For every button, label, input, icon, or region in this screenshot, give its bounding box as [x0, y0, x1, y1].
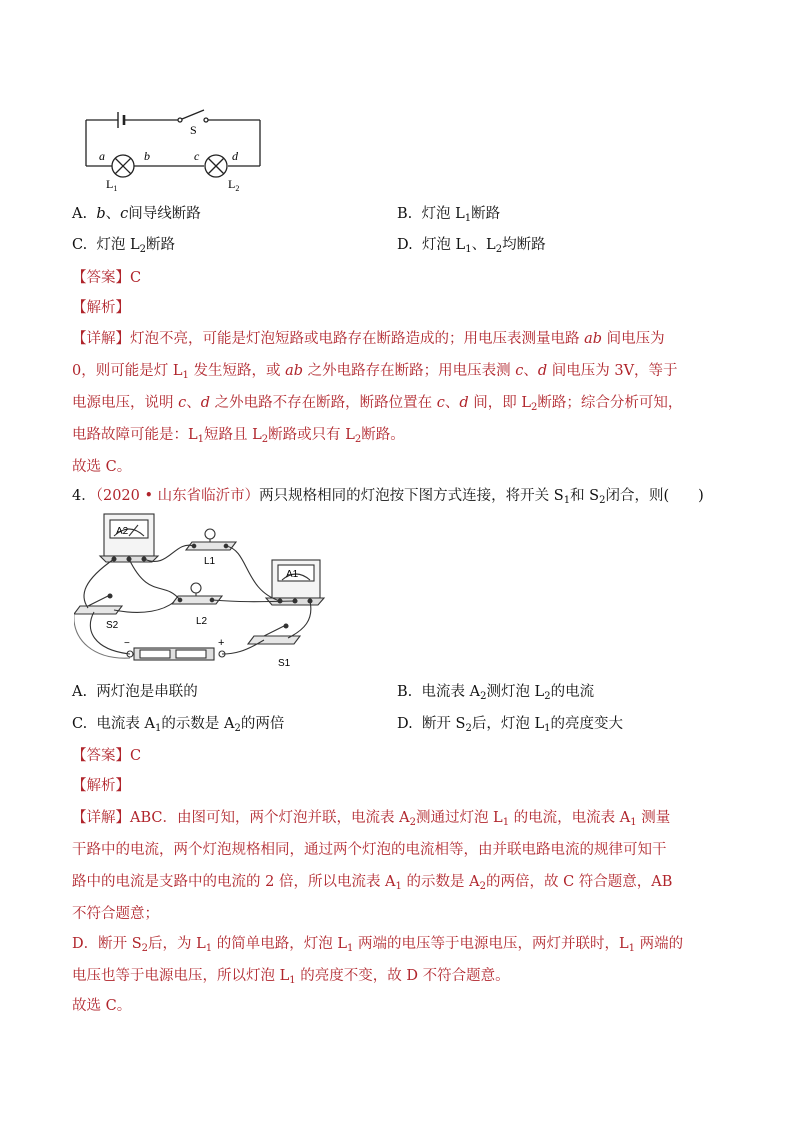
- q3-option-b: B. 灯泡 $L_1$断路: [397, 206, 501, 224]
- q4-detail-line-5: D．断开 $S_2$后，为 $L_1$ 的简单电路，灯泡 $L_1$ 两端的电压等于电源电压，两灯并联时，$L_1$ 两端的: [72, 936, 684, 954]
- q3-node-b: b: [144, 149, 150, 163]
- q4-detail-line-3: 路中的电流是支路中的电流的 2 倍，所以电流表 $A_1$ 的示数是 $A_2$的两倍，故 C 符合题意，AB: [72, 874, 673, 892]
- q4-battery-plus: +: [218, 637, 225, 649]
- q4-switch-s2-label: S2: [106, 620, 119, 631]
- q4-option-b: B. 电流表 $A_2$测灯泡 $L_2$的电流: [397, 684, 595, 702]
- q3-detail-line-4: 电路故障可能是：$L_1$短路且 $L_2$断路或只有 $L_2$断路。: [72, 427, 405, 445]
- q4-lamp-l2-label: L2: [196, 616, 208, 627]
- q4-answer: 【答案】C: [72, 748, 142, 764]
- q4-stem: 4．（2020 • 山东省临沂市）两只规格相同的灯泡按下图方式连接，将开关 $S_1$和 $S_2$闭合，则( ): [72, 488, 704, 506]
- q3-option-a: A. b、c间导线断路: [72, 206, 201, 222]
- q4-switch-s1-label: S1: [278, 658, 291, 669]
- q3-detail-line-1: 【详解】灯泡不亮，可能是灯泡短路或电路存在断路造成的；用电压表测量电路 ab 间电压为: [72, 331, 665, 347]
- q3-lamp1-label: $L_1$: [106, 177, 118, 192]
- q4-lamp-l1-label: L1: [204, 556, 216, 567]
- q4-battery-minus: −: [124, 638, 130, 649]
- q4-option-c: C. 电流表 $A_1$的示数是 $A_2$的两倍: [72, 716, 285, 734]
- q4-ammeter-a1-label: A1: [286, 569, 299, 580]
- q3-analysis-label: 【解析】: [72, 300, 130, 316]
- q3-lamp2-label: $L_2$: [228, 177, 240, 192]
- q4-detail-line-2: 干路中的电流，两个灯泡规格相同，通过两个灯泡的电流相等，由并联电路电流的规律可知干: [72, 842, 667, 858]
- q4-ammeter-a2-label: A2: [116, 526, 129, 537]
- q3-node-a: a: [99, 149, 105, 163]
- q4-detail-line-4: 不符合题意；: [72, 906, 159, 922]
- q4-option-d: D. 断开 $S_2$后，灯泡 $L_1$的亮度变大: [397, 716, 623, 734]
- q4-circuit-picture: [74, 510, 328, 670]
- q3-conclusion: 故选 C。: [72, 459, 132, 475]
- q4-analysis-label: 【解析】: [72, 778, 130, 794]
- q3-detail-line-3: 电源电压，说明 c、d 之外电路不存在断路，断路位置在 c、d 间，即 $L_2$断路；综合分析可知，: [72, 395, 683, 413]
- q4-detail-line-6: 电压也等于电源电压，所以灯泡 $L_1$ 的亮度不变，故 D 不符合题意。: [72, 968, 510, 986]
- q3-node-d: d: [232, 149, 238, 163]
- q3-switch-label: S: [190, 123, 197, 137]
- q4-detail-line-1: 【详解】ABC．由图可知，两个灯泡并联，电流表 $A_2$测通过灯泡 $L_1$ 的电流，电流表 $A_1$ 测量: [72, 810, 671, 828]
- q3-option-c: C. 灯泡 $L_2$断路: [72, 237, 176, 255]
- q4-conclusion: 故选 C。: [72, 998, 132, 1014]
- q3-node-c: c: [194, 149, 200, 163]
- q3-circuit-diagram: [78, 100, 268, 192]
- q3-answer: 【答案】C: [72, 270, 142, 286]
- q4-option-a: A. 两灯泡是串联的: [72, 684, 198, 700]
- q3-detail-line-2: 0，则可能是灯 $L_1$ 发生短路，或 ab 之外电路存在断路；用电压表测 c、d 间电压为 3V，等于: [72, 363, 678, 381]
- q3-option-d: D. 灯泡 $L_1$、$L_2$均断路: [397, 237, 546, 255]
